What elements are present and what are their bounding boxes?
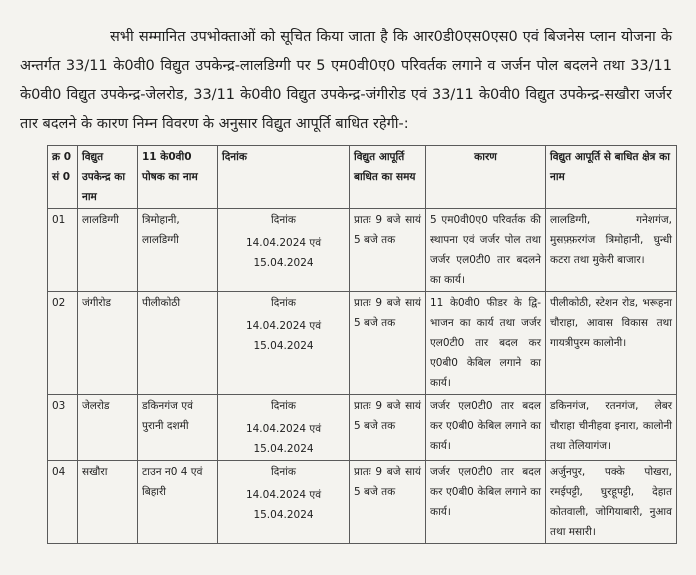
- cell-feeder: डकिनगंज एवं पुरानी दशमी: [138, 395, 218, 461]
- date-label: दिनांक: [271, 214, 296, 226]
- cell-feeder: टाउन न0 4 एवं बिहारी: [138, 461, 218, 544]
- header-area: विद्युत आपूर्ति से बाधित क्षेत्र का नाम: [546, 146, 677, 209]
- cell-time: प्रातः 9 बजे सायं 5 बजे तक: [350, 209, 426, 292]
- cell-area: पीलीकोठी, स्टेशन रोड, भरूहना चौराहा, आवास विकास तथा गायत्रीपुरम कालोनी।: [546, 292, 677, 395]
- header-substation: विद्युत उपकेन्द्र का नाम: [78, 146, 138, 209]
- cell-substation: जंगीरोड: [78, 292, 138, 395]
- cell-time: प्रातः 9 बजे सायं 5 बजे तक: [350, 461, 426, 544]
- header-feeder: 11 के0वी0 पोषक का नाम: [138, 146, 218, 209]
- cell-feeder: त्रिमोहानी, लालडिग्गी: [138, 209, 218, 292]
- header-date: दिनांक: [218, 146, 350, 209]
- table-header-row: [48, 146, 677, 209]
- header-time: विद्युत आपूर्ति बाधित का समय: [350, 146, 426, 209]
- cell-reason: जर्जर एल0टी0 तार बदल कर ए0बी0 केबिल लगाने का कार्य।: [426, 461, 546, 544]
- header-serial-number: क्र 0 सं 0: [48, 146, 78, 209]
- table-row: [48, 292, 677, 395]
- table-row: [48, 209, 677, 292]
- cell-reason: 11 के0वी0 फीडर के द्वि-भाजन का कार्य तथा जर्जर एल0टी0 तार बदल कर ए0बी0 केबिल लगाने का कार्य।: [426, 292, 546, 395]
- cell-serial-number: 03: [48, 395, 78, 461]
- cell-date: [218, 209, 350, 292]
- cell-reason: जर्जर एल0टी0 तार बदल कर ए0बी0 केबिल लगाने का कार्य।: [426, 395, 546, 461]
- date-label: दिनांक: [271, 400, 296, 412]
- cell-feeder: पीलीकोठी: [138, 292, 218, 395]
- outage-table: [47, 145, 677, 544]
- cell-serial-number: 04: [48, 461, 78, 544]
- header-reason: कारण: [426, 146, 546, 209]
- cell-serial-number: 01: [48, 209, 78, 292]
- cell-substation: लालडिग्गी: [78, 209, 138, 292]
- cell-time: प्रातः 9 बजे सायं 5 बजे तक: [350, 292, 426, 395]
- cell-date: [218, 395, 350, 461]
- table-row: [48, 395, 677, 461]
- cell-date: [218, 461, 350, 544]
- date-label: दिनांक: [271, 297, 296, 309]
- cell-area: अर्जुनपुर, पक्के पोखरा, रमईपट्टी, घुरहूपट्टी, देहात कोतवाली, जोगियाबारी, नुआव तथा मसारी।: [546, 461, 677, 544]
- date-value: 14.04.2024 एवं 15.04.2024: [245, 320, 322, 352]
- date-value: 14.04.2024 एवं 15.04.2024: [245, 423, 322, 455]
- cell-date: [218, 292, 350, 395]
- intro-paragraph: सभी सम्मानित उपभोक्ताओं को सूचित किया जाता है कि आर0डी0एस0एस0 एवं बिजनेस प्लान योजना के अन्तर्गत 33/11 के0वी0 विद्युत उपकेन्द्र-लालडिग्गी पर 5 एम0वी0ए0 परिवर्तक लगाने व जर्जन पोल बदलने तथा 33/11 के0वी0 विद्युत उपकेन्द्र-जेलरोड, 33/11 के0वी0 विद्युत उपकेन्द्र-जंगीरोड एवं 33/11 के0वी0 विद्युत उपकेन्द्र-सखौरा जर्जर तार बदलने के कारण निम्न विवरण के अनुसार विद्युत आपूर्ति बाधित रहेगी-:: [20, 28, 672, 132]
- date-value: 14.04.2024 एवं 15.04.2024: [245, 237, 322, 269]
- date-value: 14.04.2024 एवं 15.04.2024: [245, 489, 322, 521]
- cell-area: डकिनगंज, रतनगंज, लेबर चौराहा चीनीहवा इनारा, कालोनी तथा तेलियागंज।: [546, 395, 677, 461]
- table-row: [48, 461, 677, 544]
- cell-time: प्रातः 9 बजे सायं 5 बजे तक: [350, 395, 426, 461]
- cell-substation: सखौरा: [78, 461, 138, 544]
- cell-substation: जेलरोड: [78, 395, 138, 461]
- cell-reason: 5 एम0वी0ए0 परिवर्तक की स्थापना एवं जर्जर पोल तथा जर्जर एल0टी0 तार बदलने का कार्य।: [426, 209, 546, 292]
- date-label: दिनांक: [271, 466, 296, 478]
- cell-serial-number: 02: [48, 292, 78, 395]
- cell-area: लालडिग्गी, गनेशगंज, मुसफ़्फ़रगंज त्रिमोहानी, घुन्धी कटरा तथा मुकेरी बाजार।: [546, 209, 677, 292]
